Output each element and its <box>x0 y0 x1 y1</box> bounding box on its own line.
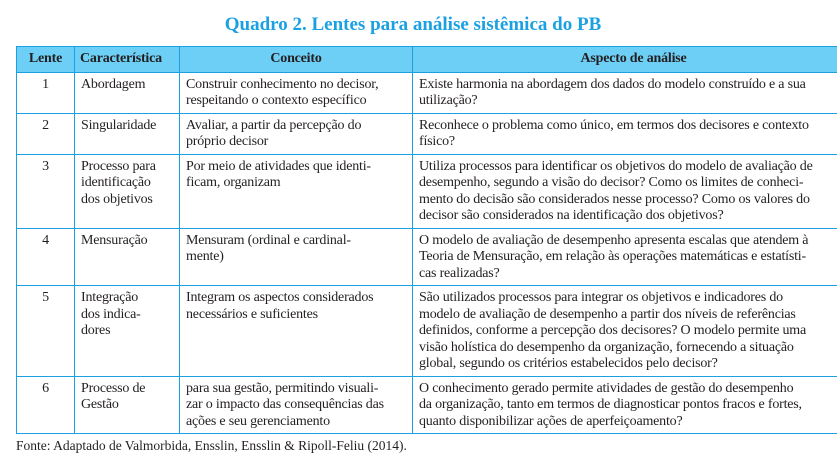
cell-aspecto: O modelo de avaliação de desempenho apresenta escalas que atendem à Teoria de Mensuração, em relação às operações matemáticas e estatísti- cas realizadas? <box>413 228 837 286</box>
table-row <box>17 376 837 434</box>
table-row <box>17 113 837 154</box>
table-row <box>17 72 837 113</box>
cell-lente: 1 <box>17 72 75 113</box>
cell-aspecto: São utilizados processos para integrar os objetivos e indicadores do modelo de avaliação de desempenho a partir dos níveis de referências definidos, conforme a percepção dos decisores? O modelo permite uma visão holística do desempenho da organização, fornecendo a situação global, segundo os critérios estabelecidos pelo decisor? <box>413 286 837 377</box>
cell-lente: 3 <box>17 154 75 228</box>
cell-caracteristica: Mensuração <box>75 228 180 286</box>
cell-caracteristica: Singularidade <box>75 113 180 154</box>
lentes-table <box>16 46 837 434</box>
table-row <box>17 286 837 377</box>
cell-aspecto: Utiliza processos para identificar os objetivos do modelo de avaliação de desempenho, segundo a visão do decisor? Como os limites de conheci- mento do decisão são considerados nesse processo? Como os valores do decisor são considerados na identificação dos objetivos? <box>413 154 837 228</box>
cell-conceito: Mensuram (ordinal e cardinal- mente) <box>180 228 413 286</box>
cell-lente: 2 <box>17 113 75 154</box>
table-title: Quadro 2. Lentes para análise sistêmica do PB <box>224 14 602 35</box>
header-lente: Lente <box>17 47 75 73</box>
header-conceito: Conceito <box>180 47 413 73</box>
header-caracteristica: Característica <box>75 47 180 73</box>
cell-conceito: Avaliar, a partir da percepção do próprio decisor <box>180 113 413 154</box>
table-row <box>17 228 837 286</box>
cell-conceito: Construir conhecimento no decisor, respeitando o contexto específico <box>180 72 413 113</box>
cell-caracteristica: Abordagem <box>75 72 180 113</box>
cell-caracteristica: Processo de Gestão <box>75 376 180 434</box>
cell-aspecto: O conhecimento gerado permite atividades de gestão do desempenho da organização, tanto em termos de diagnosticar pontos fracos e fortes, quanto disponibilizar ações de aperfeiçoamento? <box>413 376 837 434</box>
cell-conceito: Por meio de atividades que identi- ficam, organizam <box>180 154 413 228</box>
table-header-row <box>17 47 837 73</box>
cell-aspecto: Reconhece o problema como único, em termos dos decisores e contexto físico? <box>413 113 837 154</box>
header-aspecto: Aspecto de análise <box>413 47 837 73</box>
table-row <box>17 154 837 228</box>
source-note: Fonte: Adaptado de Valmorbida, Ensslin, Ensslin & Ripoll-Feliu (2014). <box>16 438 407 453</box>
cell-lente: 6 <box>17 376 75 434</box>
cell-lente: 4 <box>17 228 75 286</box>
cell-lente: 5 <box>17 286 75 377</box>
cell-caracteristica: Integração dos indica- dores <box>75 286 180 377</box>
cell-caracteristica: Processo para identificação dos objetivos <box>75 154 180 228</box>
cell-conceito: Integram os aspectos considerados necessários e suficientes <box>180 286 413 377</box>
cell-aspecto: Existe harmonia na abordagem dos dados do modelo construído e a sua utilização? <box>413 72 837 113</box>
cell-conceito: para sua gestão, permitindo visuali- zar o impacto das consequências das ações e seu gerenciamento <box>180 376 413 434</box>
